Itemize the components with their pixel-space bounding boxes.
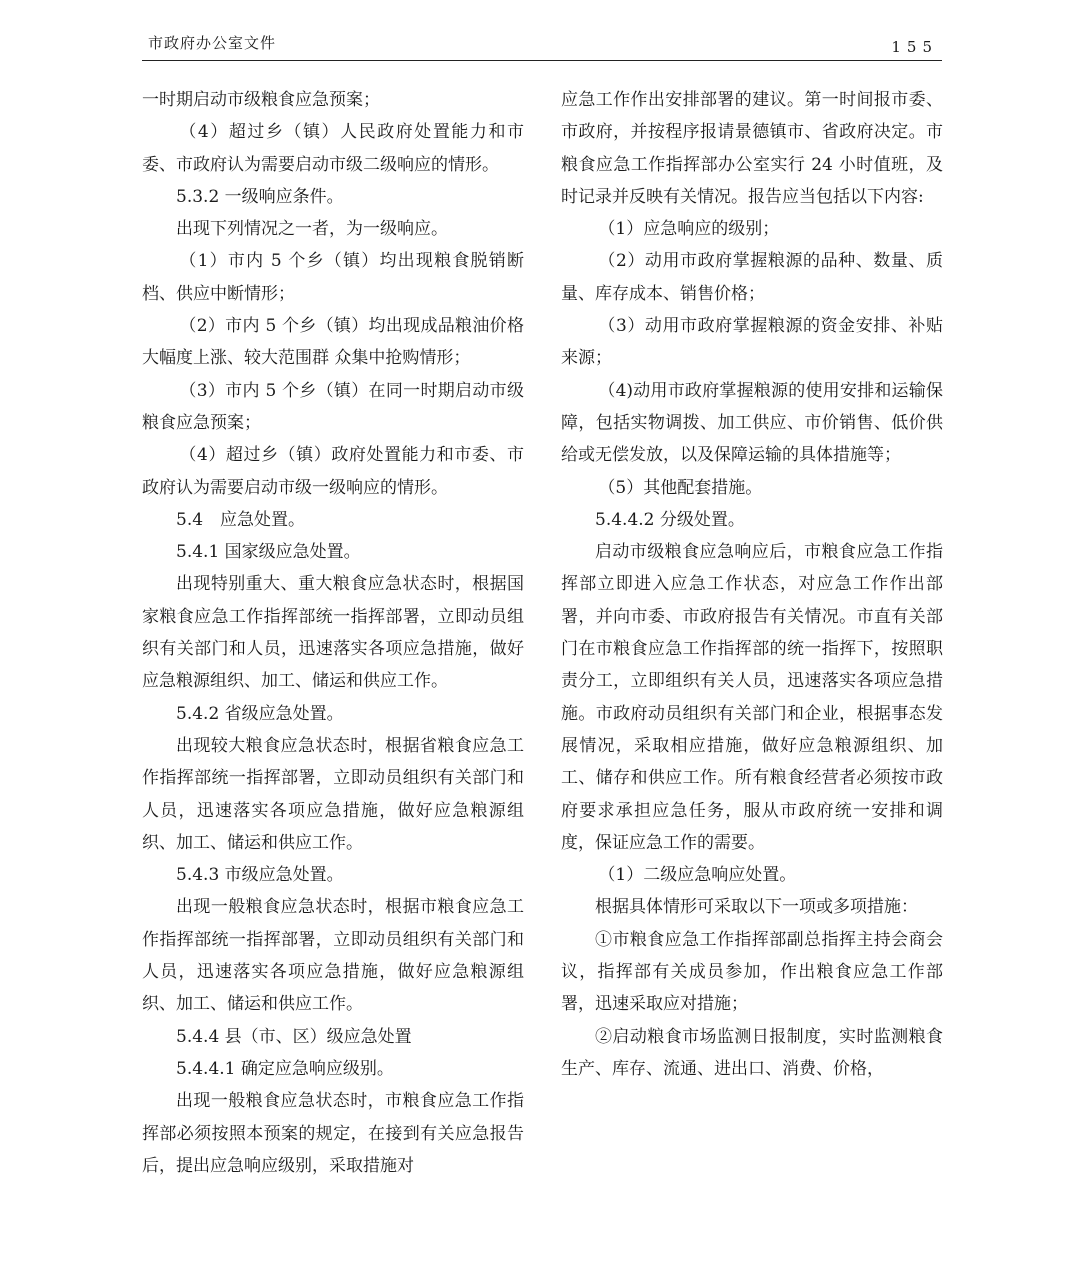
paragraph: （2）市内 5 个乡（镇）均出现成品粮油价格大幅度上涨、较大范围群 众集中抢购情形； (142, 316, 524, 369)
paragraph: （4)动用市政府掌握粮源的使用安排和运输保障，包括实物调拨、加工供应、市价销售、低价供给或无偿发放，以及保障运输的具体措施等； (561, 380, 943, 466)
paragraph: （4）超过乡（镇）人民政府处置能力和市委、市政府认为需要启动市级二级响应的情形。 (142, 122, 524, 175)
paragraph: ②启动粮食市场监测日报制度，实时监测粮食生产、库存、流通、进出口、消费、价格， (561, 1026, 943, 1079)
paragraph: ①市粮食应急工作指挥部副总指挥主持会商会议，指挥部有关成员参加，作出粮食应急工作部署，迅速采取应对措施； (561, 929, 943, 1015)
paragraph: 出现一般粮食应急状态时，市粮食应急工作指挥部必须按照本预案的规定，在接到有关应急报告后，提出应急响应级别，采取措施对 (142, 1091, 524, 1176)
paragraph: 出现特别重大、重大粮食应急状态时，根据国家粮食应急工作指挥部统一指挥部署，立即动员组织有关部门和人员，迅速落实各项应急措施，做好应急粮源组织、加工、储运和供应工作。 (142, 574, 524, 692)
paragraph: （1）市内 5 个乡（镇）均出现粮食脱销断档、供应中断情形； (142, 251, 524, 304)
paragraph: （3）市内 5 个乡（镇）在同一时期启动市级粮食应急预案； (142, 380, 524, 433)
right-text-column (561, 84, 943, 1085)
paragraph: 5.4.2 省级应急处置。 (176, 703, 344, 724)
page-number: 155 (891, 38, 938, 56)
page-header (142, 30, 942, 60)
paragraph: （5）其他配套措施。 (598, 477, 763, 498)
paragraph: 一时期启动市级粮食应急预案； (142, 90, 380, 110)
paragraph: （2）动用市政府掌握粮源的品种、数量、质量、库存成本、销售价格； (561, 251, 943, 304)
paragraph: 5.4.3 市级应急处置。 (176, 865, 344, 886)
header-divider (142, 60, 942, 61)
paragraph: 出现下列情况之一者，为一级响应。 (176, 219, 448, 240)
paragraph: （3）动用市政府掌握粮源的资金安排、补贴来源； (561, 316, 943, 369)
paragraph: 5.4.4.2 分级处置。 (595, 509, 745, 530)
paragraph: （1）应急响应的级别； (598, 219, 780, 240)
paragraph: 5.4 应急处置。 (176, 509, 306, 530)
paragraph: 应急工作作出安排部署的建议。第一时间报市委、市政府，并按程序报请景德镇市、省政府决定。市粮食应急工作指挥部办公室实行 24 小时值班，及时记录并反映有关情况。报告应当包括以下内容: (561, 90, 943, 207)
paragraph: 启动市级粮食应急响应后，市粮食应急工作指挥部立即进入应急工作状态，对应急工作作出部署，并向市委、市政府报告有关情况。市直有关部门在市粮食应急工作指挥部的统一指挥下，按照职责分工，立即组织有关人员，迅速落实各项应急措施。市政府动员组织有关部门和企业，根据事态发展情况，采取相应措施，做好应急粮源组织、加工、储存和供应工作。所有粮食经营者必须按市政府要求承担应急任务，服从市政府统一安排和调度，保证应急工作的需要。 (561, 542, 943, 853)
paragraph: 5.3.2 一级响应条件。 (176, 186, 344, 207)
paragraph: 5.4.1 国家级应急处置。 (176, 542, 361, 563)
document-series-title: 市政府办公室文件 (148, 34, 277, 52)
paragraph: （4）超过乡（镇）政府处置能力和市委、市政府认为需要启动市级一级响应的情形。 (142, 445, 524, 498)
paragraph: （1）二级应急响应处置。 (598, 865, 797, 886)
left-text-column (142, 84, 524, 1182)
paragraph: 出现一般粮食应急状态时，根据市粮食应急工作指挥部统一指挥部署，立即动员组织有关部门和人员，迅速落实各项应急措施，做好应急粮源组织、加工、储运和供应工作。 (142, 897, 524, 1015)
paragraph: 5.4.4.1 确定应急响应级别。 (176, 1058, 394, 1079)
paragraph: 出现较大粮食应急状态时，根据省粮食应急工作指挥部统一指挥部署，立即动员组织有关部门和人员，迅速落实各项应急措施，做好应急粮源组织、加工、储运和供应工作。 (142, 735, 524, 853)
paragraph: 5.4.4 县（市、区）级应急处置 (176, 1026, 412, 1047)
paragraph: 根据具体情形可采取以下一项或多项措施： (595, 897, 918, 918)
